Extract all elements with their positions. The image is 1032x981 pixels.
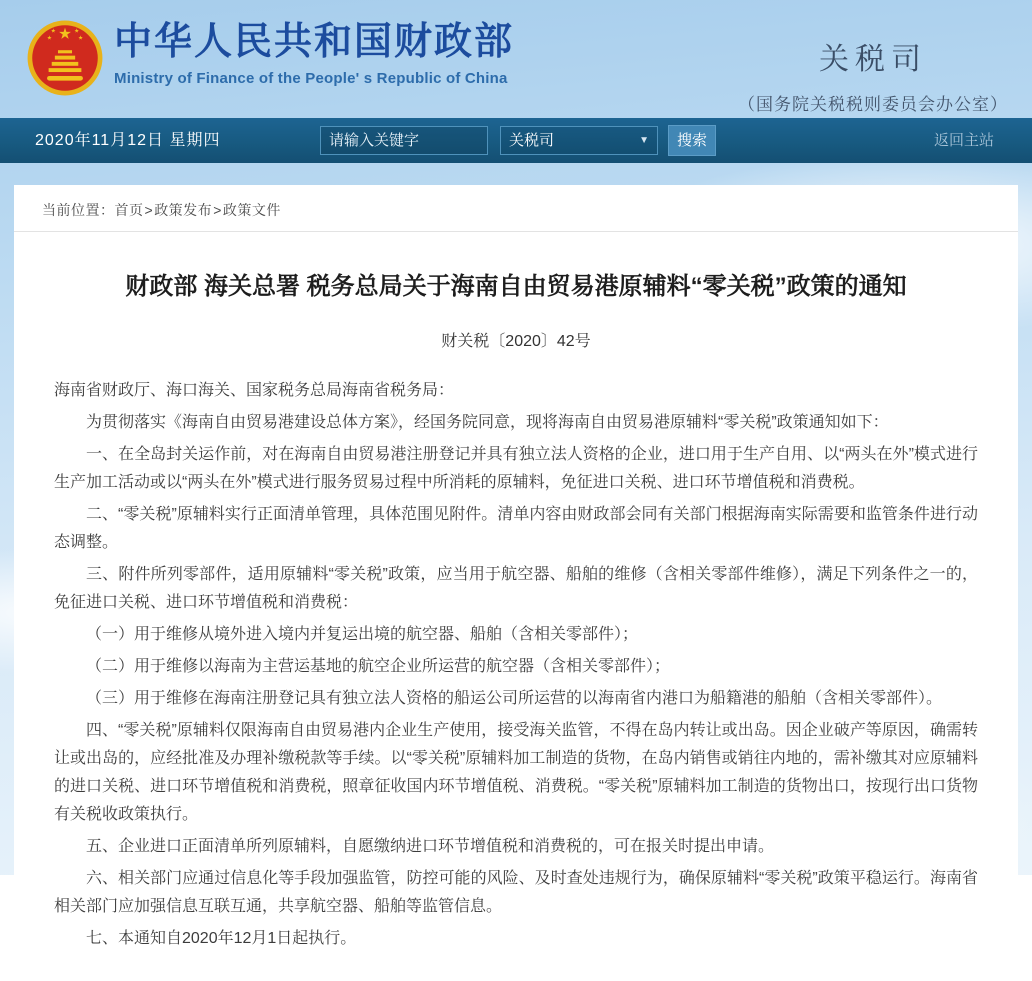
site-header [0,0,1032,118]
doc-paragraph: 为贯彻落实《海南自由贸易港建设总体方案》，经国务院同意，现将海南自由贸易港原辅料“零关税”政策通知如下： [86,413,889,431]
doc-paragraph: 七、本通知自2020年12月1日起执行。 [86,929,357,947]
department-subtitle: （国务院关税税则委员会办公室） [738,95,1008,114]
doc-salutation: 海南省财政厅、海口海关、国家税务总局海南省税务局： [54,381,455,399]
doc-paragraph: 二、“零关税”原辅料实行正面清单管理，具体范围见附件。清单内容由财政部会同有关部门根据海南实际需要和监管条件进行动态调整。 [54,505,978,551]
breadcrumb-item-home[interactable]: 首页 [114,202,144,218]
top-navbar [0,118,1032,163]
current-date: 2020年11月12日 星期四 [35,132,221,149]
document-body [14,377,1018,953]
doc-paragraph: 三、附件所列零部件，适用原辅料“零关税”政策，应当用于航空器、船舶的维修（含相关零部件维修），满足下列条件之一的，免征进口关税、进口环节增值税和消费税： [54,565,978,611]
search-input[interactable] [320,126,488,155]
chevron-down-icon: ▼ [639,135,649,146]
document-title: 财政部 海关总署 税务总局关于海南自由贸易港原辅料“零关税”政策的通知 [125,273,907,300]
breadcrumb-item-policy-release[interactable]: 政策发布 [154,202,213,218]
breadcrumb-separator: > [144,202,154,218]
national-emblem-icon [26,18,104,98]
doc-paragraph: （三）用于维修在海南注册登记具有独立法人资格的船运公司所运营的以海南省内港口为船籍港的船舶（含相关零部件）。 [86,689,943,707]
doc-paragraph: （二）用于维修以海南为主营运基地的航空企业所运营的航空器（含相关零部件）； [86,657,671,675]
return-home-link[interactable]: 返回主站 [933,132,994,149]
site-brand [114,22,514,87]
doc-paragraph: 一、在全岛封关运作前，对在海南自由贸易港注册登记并具有独立法人资格的企业，进口用于生产自用、以“两头在外”模式进行生产加工活动或以“两头在外”模式进行服务贸易过程中所消耗的原辅料，免征进口关税、进口环节增值税和消费税。 [54,445,978,491]
doc-paragraph: 四、“零关税”原辅料仅限海南自由贸易港内企业生产使用，接受海关监管，不得在岛内转让或出岛。因企业破产等原因，确需转让或出岛的，应经批准及办理补缴税款等手续。以“零关税”原辅料加工制造的货物，在岛内销售或销往内地的，需补缴其对应原辅料的进口关税、进口环节增值税和消费税，照章征收国内环节增值税、消费税。“零关税”原辅料加工制造的货物出口，按现行出口货物有关税收政策执行。 [54,721,978,823]
breadcrumb-label: 当前位置： [42,202,115,218]
breadcrumb [14,185,1018,232]
department-block [738,34,1008,115]
department-name: 关税司 [819,43,927,76]
breadcrumb-item-policy-documents[interactable]: 政策文件 [222,202,281,218]
search-scope-select[interactable] [500,126,658,155]
org-name-cn: 中华人民共和国财政部 [114,21,515,63]
org-name-en: Ministry of Finance of the People' s Republic of China [114,69,508,87]
doc-paragraph: 五、企业进口正面清单所列原辅料，自愿缴纳进口环节增值税和消费税的，可在报关时提出申请。 [86,837,775,855]
search-button[interactable]: 搜索 [668,125,716,156]
search-scope-value: 关税司 [509,132,555,149]
doc-paragraph: （一）用于维修从境外进入境内并复运出境的航空器、船舶（含相关零部件）； [86,625,639,643]
breadcrumb-separator: > [213,202,222,218]
doc-paragraph: 六、相关部门应通过信息化等手段加强监管，防控可能的风险、及时查处违规行为，确保原辅料“零关税”政策平稳运行。海南省相关部门应加强信息互联互通，共享航空器、船舶等监管信息。 [54,869,978,915]
content-panel [14,185,1018,981]
document-number: 财关税〔2020〕42号 [441,332,591,350]
